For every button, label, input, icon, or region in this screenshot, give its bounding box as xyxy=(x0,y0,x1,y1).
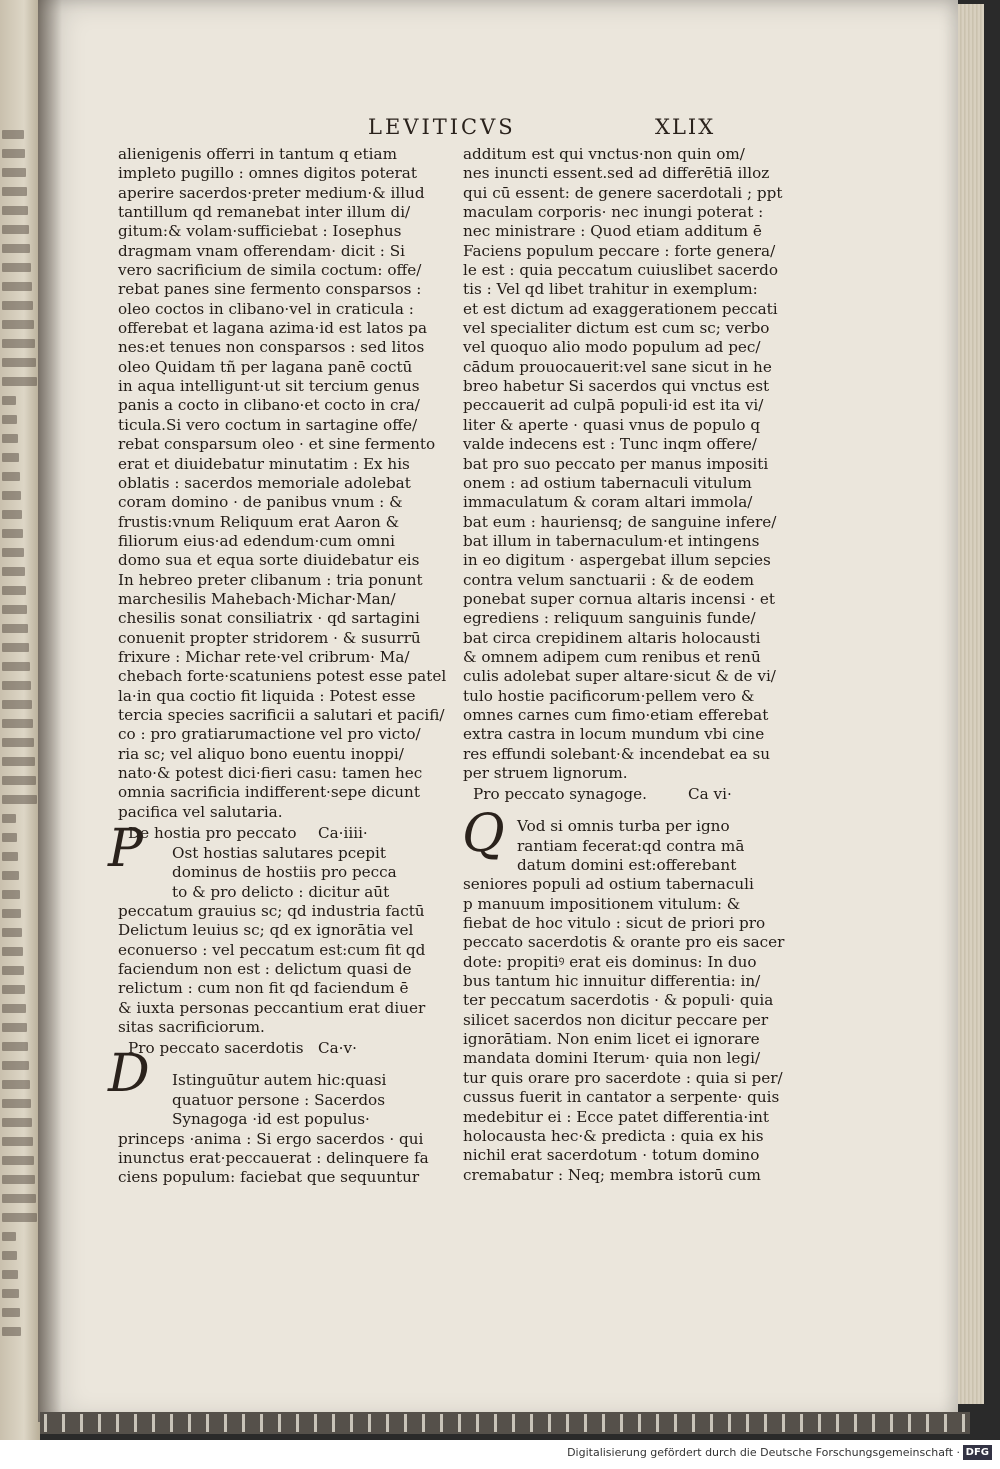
bleed-through-text xyxy=(2,1289,19,1298)
running-title: LEVITICVS xyxy=(368,115,516,139)
bleed-through-text xyxy=(2,1156,34,1165)
text-line: co : pro gratiarumactione vel pro victo/ xyxy=(118,725,421,744)
text-line: nec ministrare : Quod etiam additum ē xyxy=(463,222,762,241)
text-line: seniores populi ad ostium tabernaculi xyxy=(463,875,754,894)
ruler-tick xyxy=(818,1414,821,1432)
bleed-through-text xyxy=(2,415,17,424)
text-line: datum domini est:offerebant xyxy=(517,856,737,875)
ruler-tick xyxy=(836,1414,839,1432)
text-line: qui cū essent: de genere sacerdotali ; ppt xyxy=(463,183,783,202)
ruler-tick xyxy=(890,1414,893,1432)
ruler-tick xyxy=(728,1414,731,1432)
text-line: omnes carnes cum fimo·etiam efferebat xyxy=(463,705,769,724)
bleed-through-text xyxy=(2,472,20,481)
left-paragraph-3 xyxy=(118,1071,429,1187)
text-line: aperire sacerdos·preter medium·& illud xyxy=(118,183,425,202)
bleed-through-text xyxy=(2,1232,16,1241)
text-line: pacifica vel salutaria. xyxy=(118,802,283,821)
chapter-number: Ca vi· xyxy=(688,785,732,804)
ruler-tick xyxy=(332,1414,335,1432)
text-line: faciendum non est : delictum quasi de xyxy=(118,960,412,979)
bleed-through-text xyxy=(2,301,33,310)
left-paragraph-2 xyxy=(118,844,426,1037)
text-line: offerebat et lagana azima·id est latos pa xyxy=(118,319,428,338)
scan-ruler xyxy=(40,1412,970,1434)
bleed-through-text xyxy=(2,947,23,956)
text-line: contra velum sanctuarii : & de eodem xyxy=(463,570,755,589)
ruler-tick xyxy=(62,1414,65,1432)
ruler-tick xyxy=(134,1414,137,1432)
bleed-through-text xyxy=(2,890,20,899)
ruler-tick xyxy=(494,1414,497,1432)
ruler-tick xyxy=(44,1414,47,1432)
bleed-through-text xyxy=(2,263,31,272)
bleed-through-text xyxy=(2,510,22,519)
text-line: ter peccatum sacerdotis · & populi· quia xyxy=(463,991,774,1010)
bleed-through-text xyxy=(2,871,19,880)
bleed-through-text xyxy=(2,567,25,576)
text-line: Synagoga ·id est populus· xyxy=(172,1110,370,1129)
text-line: le est : quia peccatum cuiuslibet sacerdo xyxy=(463,261,779,280)
bleed-through-text xyxy=(2,795,37,804)
text-line: peccatum grauius sc; qd industria factū xyxy=(118,902,425,921)
bleed-through-text xyxy=(2,1175,35,1184)
bleed-through-text xyxy=(2,1270,18,1279)
text-line: omnia sacrificia indifferent·sepe dicunt xyxy=(118,783,420,802)
ruler-tick xyxy=(512,1414,515,1432)
bleed-through-text xyxy=(2,244,30,253)
ruler-tick xyxy=(422,1414,425,1432)
ruler-tick xyxy=(314,1414,317,1432)
bleed-through-text xyxy=(2,985,25,994)
text-line: fiebat de hoc vitulo : sicut de priori pro xyxy=(463,914,766,933)
chapter-number: Ca·iiii· xyxy=(318,824,368,843)
ruler-tick xyxy=(566,1414,569,1432)
bleed-through-text xyxy=(2,814,16,823)
text-line: valde indecens est : Tunc inqm offere/ xyxy=(463,435,757,454)
text-line: p manuum impositionem vitulum: & xyxy=(463,894,741,913)
text-line: gitum:& volam·sufficiebat : Iosephus xyxy=(118,222,402,241)
text-line: In hebreo preter clibanum : tria ponunt xyxy=(118,570,423,589)
text-line: la·in qua coctio fit liquida : Potest esse xyxy=(118,686,416,705)
bleed-through-text xyxy=(2,1099,31,1108)
ruler-tick xyxy=(620,1414,623,1432)
bleed-through-text xyxy=(2,833,17,842)
text-line: holocausta hec·& predicta : quia ex his xyxy=(463,1126,764,1145)
ruler-tick xyxy=(530,1414,533,1432)
text-line: panis a cocto in clibano·et cocto in cra/ xyxy=(118,396,420,415)
bleed-through-text xyxy=(2,282,32,291)
bleed-through-text xyxy=(2,396,16,405)
ruler-tick xyxy=(800,1414,803,1432)
ruler-tick xyxy=(692,1414,695,1432)
text-line: dragmam vnam offerendam· dicit : Si xyxy=(118,241,405,260)
ruler-tick xyxy=(926,1414,929,1432)
text-line: immaculatum & coram altari immola/ xyxy=(463,493,753,512)
chapter-heading-6 xyxy=(463,783,763,805)
bleed-through-text xyxy=(2,928,22,937)
text-line: dominus de hostiis pro pecca xyxy=(172,863,397,882)
text-line: mandata domini Iterum· quia non legi/ xyxy=(463,1049,761,1068)
ruler-tick xyxy=(476,1414,479,1432)
left-column xyxy=(118,145,447,1188)
text-line: tantillum qd remanebat inter illum di/ xyxy=(118,203,411,222)
text-line: bat illum in tabernaculum·et intingens xyxy=(463,531,760,550)
text-line: tulo hostie pacificorum·pellem vero & xyxy=(463,686,755,705)
bleed-through-text xyxy=(2,1061,29,1070)
text-line: vel quoquo alio modo populum ad pec/ xyxy=(463,338,761,357)
bleed-through-text xyxy=(2,187,27,196)
ruler-tick xyxy=(674,1414,677,1432)
bleed-through-text xyxy=(2,168,26,177)
text-line: dote: propitiꝰ erat eis dominus: In duo xyxy=(463,952,757,971)
text-line: vel specialiter dictum est cum sc; verbo xyxy=(463,319,770,338)
text-line: Ost hostias salutares pcepit xyxy=(172,844,386,863)
text-line: vero sacrificium de simila coctum: offe/ xyxy=(118,261,422,280)
ruler-tick xyxy=(116,1414,119,1432)
bleed-through-text xyxy=(2,225,29,234)
dfg-logo: DFG xyxy=(963,1445,992,1460)
chapter-heading-text: Pro peccato synagoge. xyxy=(473,785,647,804)
bleed-through-text xyxy=(2,700,32,709)
text-line: breo habetur Si sacerdos qui vnctus est xyxy=(463,377,770,396)
text-line: ria sc; vel aliquo bono euentu inoppi/ xyxy=(118,744,404,763)
ruler-tick xyxy=(584,1414,587,1432)
bleed-through-text xyxy=(2,529,23,538)
ruler-tick xyxy=(296,1414,299,1432)
text-line: frustis:vnum Reliquum erat Aaron & xyxy=(118,512,400,531)
bleed-through-text xyxy=(2,1042,28,1051)
bleed-through-text xyxy=(2,909,21,918)
ruler-tick xyxy=(206,1414,209,1432)
chapter-heading-text: De hostia pro peccato xyxy=(128,824,297,843)
text-line: bat eum : hauriensq; de sanguine infere/ xyxy=(463,512,777,531)
ruler-tick xyxy=(944,1414,947,1432)
text-line: nes:et tenues non consparsos : sed litos xyxy=(118,338,425,357)
text-line: princeps ·anima : Si ergo sacerdos · qui xyxy=(118,1129,424,1148)
ruler-tick xyxy=(80,1414,83,1432)
ruler-tick xyxy=(854,1414,857,1432)
text-line: chesilis sonat consiliatrix · qd sartagini xyxy=(118,609,420,628)
text-line: peccato sacerdotis & orante pro eis sacer xyxy=(463,933,785,952)
spine-shadow xyxy=(38,0,62,1422)
text-line: nes inuncti essent.sed ad differētiā illoz xyxy=(463,164,770,183)
ruler-tick xyxy=(368,1414,371,1432)
bleed-through-text xyxy=(2,1251,17,1260)
ruler-tick xyxy=(764,1414,767,1432)
ruler-tick xyxy=(962,1414,965,1432)
ruler-tick xyxy=(404,1414,407,1432)
bleed-through-text xyxy=(2,757,35,766)
bleed-through-text xyxy=(2,662,30,671)
text-line: coram domino · de panibus vnum : & xyxy=(118,493,403,512)
bleed-through-text xyxy=(2,1213,37,1222)
ruler-tick xyxy=(350,1414,353,1432)
text-line: quatuor persone : Sacerdos xyxy=(172,1090,385,1109)
text-line: impleto pugillo : omnes digitos poterat xyxy=(118,164,417,183)
text-line: rebat consparsum oleo · et sine fermento xyxy=(118,435,436,454)
text-line: res effundi solebant·& incendebat ea su xyxy=(463,744,771,763)
bleed-through-text xyxy=(2,643,29,652)
right-column xyxy=(463,145,785,1185)
folio-number: XLIX xyxy=(655,115,716,139)
ruler-tick xyxy=(98,1414,101,1432)
text-line: chebach forte·scatuniens potest esse patel xyxy=(118,667,447,686)
text-line: et est dictum ad exaggerationem peccati xyxy=(463,299,778,318)
text-line: per struem lignorum. xyxy=(463,764,628,782)
text-line: econuerso : vel peccatum est:cum fit qd xyxy=(118,940,426,959)
bleed-through-text xyxy=(2,1327,21,1336)
page-block-edge xyxy=(958,4,984,1404)
text-line: liter & aperte · quasi vnus de populo q xyxy=(463,415,761,434)
ruler-tick xyxy=(710,1414,713,1432)
text-line: marchesilis Mahebach·Michar·Man/ xyxy=(118,589,396,608)
text-line: onem : ad ostium tabernaculi vitulum xyxy=(463,473,752,492)
right-paragraph-1 xyxy=(463,145,783,783)
text-line: bat pro suo peccato per manus impositi xyxy=(463,454,769,473)
text-line: tur quis orare pro sacerdote : quia si per/ xyxy=(463,1068,783,1087)
text-line: relictum : cum non fit qd faciendum ē xyxy=(118,979,409,998)
text-line: & omnem adipem cum renibus et renū xyxy=(463,647,761,666)
bleed-through-text xyxy=(2,491,21,500)
text-line: ponebat super cornua altaris incensi · et xyxy=(463,589,776,608)
bleed-through-text xyxy=(2,966,24,975)
text-line: medebitur ei : Ecce patet differentia·int xyxy=(463,1107,769,1126)
text-line: oleo coctos in clibano·vel in craticula : xyxy=(118,299,414,318)
text-line: cremabatur : Neq; membra istorū cum xyxy=(463,1165,761,1184)
ruler-tick xyxy=(638,1414,641,1432)
text-line: nichil erat sacerdotum · totum domino xyxy=(463,1146,760,1165)
ruler-tick xyxy=(242,1414,245,1432)
text-line: & iuxta personas peccantium erat diuer xyxy=(118,998,426,1017)
bleed-through-text xyxy=(2,358,36,367)
bleed-through-text xyxy=(2,434,18,443)
text-line: oblatis : sacerdos memoriale adolebat xyxy=(118,473,411,492)
bleed-through-text xyxy=(2,1194,36,1203)
decorated-initial-d: D xyxy=(108,1044,150,1104)
text-line: culis adolebat super altare·sicut & de vi/ xyxy=(463,667,776,686)
chapter-heading-text: Pro peccato sacerdotis xyxy=(128,1039,304,1058)
text-line: egrediens : reliquum sanguinis funde/ xyxy=(463,609,756,628)
ruler-tick xyxy=(908,1414,911,1432)
left-paragraph-1 xyxy=(118,145,447,822)
text-line: maculam corporis· nec inungi poterat : xyxy=(463,203,764,222)
ruler-tick xyxy=(170,1414,173,1432)
text-line: silicet sacerdos non dicitur peccare per xyxy=(463,1010,769,1029)
bleed-through-text xyxy=(2,377,37,386)
text-line: in aqua intelligunt·ut sit tercium genus xyxy=(118,377,420,396)
text-line: rebat panes sine fermento consparsos : xyxy=(118,280,422,299)
bleed-through-text xyxy=(2,453,19,462)
bleed-through-text xyxy=(2,681,31,690)
text-line: additum est qui vnctus·non quin om/ xyxy=(463,145,745,163)
ruler-tick xyxy=(548,1414,551,1432)
bleed-through-text xyxy=(2,130,24,139)
bleed-through-text xyxy=(2,1080,30,1089)
text-line: cādum prouocauerit:vel sane sicut in he xyxy=(463,357,772,376)
chapter-number: Ca·v· xyxy=(318,1039,357,1058)
footer-bar xyxy=(0,1440,1000,1469)
ruler-tick xyxy=(152,1414,155,1432)
bleed-through-text xyxy=(2,1118,32,1127)
bleed-through-text xyxy=(2,624,28,633)
decorated-initial-p: P xyxy=(108,819,143,879)
bleed-through-text xyxy=(2,1023,27,1032)
chapter-heading-5 xyxy=(118,1037,386,1059)
text-line: conuenit propter stridorem · & susurrū xyxy=(118,628,421,647)
text-line: in eo digitum · aspergebat illum sepcies xyxy=(463,551,771,570)
bleed-through-text xyxy=(2,206,28,215)
bleed-through-text xyxy=(2,149,25,158)
text-line: tis : Vel qd libet trahitur in exemplum: xyxy=(463,280,758,299)
bleed-through-text xyxy=(2,586,26,595)
text-line: Vod si omnis turba per igno xyxy=(517,817,730,836)
text-line: nato·& potest dici·fieri casu: tamen hec xyxy=(118,764,423,782)
text-line: bat circa crepidinem altaris holocausti xyxy=(463,628,761,647)
bleed-through-text xyxy=(2,320,34,329)
text-line: ignorātiam. Non enim licet ei ignorare xyxy=(463,1030,760,1049)
ruler-tick xyxy=(386,1414,389,1432)
ruler-tick xyxy=(188,1414,191,1432)
bleed-through-text xyxy=(2,548,24,557)
bleed-through-text xyxy=(2,738,34,747)
text-line: bus tantum hic innuitur differentia: in/ xyxy=(463,972,761,991)
text-line: domo sua et equa sorte diuidebatur eis xyxy=(118,551,420,570)
text-line: ciens populum: faciebat que sequuntur xyxy=(118,1168,420,1187)
text-line: to & pro delicto : dicitur aūt xyxy=(172,882,390,901)
ruler-tick xyxy=(872,1414,875,1432)
ruler-tick xyxy=(224,1414,227,1432)
text-line: cussus fuerit in cantator a serpente· quis xyxy=(463,1088,780,1107)
ruler-tick xyxy=(458,1414,461,1432)
text-line: tercia species sacrificii a salutari et pacifi/ xyxy=(118,705,445,724)
bleed-through-text xyxy=(2,852,18,861)
text-line: Istinguūtur autem hic:quasi xyxy=(172,1071,387,1090)
text-line: ticula.Si vero coctum in sartagine offe/ xyxy=(118,415,418,434)
chapter-heading-4 xyxy=(118,822,386,844)
text-line: sitas sacrificiorum. xyxy=(118,1018,265,1037)
bleed-through-text xyxy=(2,1004,26,1013)
text-line: Faciens populum peccare : forte genera/ xyxy=(463,241,776,260)
bleed-through-text xyxy=(2,1137,33,1146)
ruler-tick xyxy=(440,1414,443,1432)
ruler-tick xyxy=(656,1414,659,1432)
ruler-tick xyxy=(782,1414,785,1432)
right-paragraph-2 xyxy=(463,817,785,1185)
text-line: alienigenis offerri in tantum q etiam xyxy=(118,145,397,163)
text-line: frixure : Michar rete·vel cribrum· Ma/ xyxy=(118,647,410,666)
text-line: Delictum leuius sc; qd ex ignorātia vel xyxy=(118,921,414,940)
funding-credit: Digitalisierung gefördert durch die Deutsche Forschungsgemeinschaft · xyxy=(567,1446,960,1459)
text-line: inunctus erat·peccauerat : delinquere fa xyxy=(118,1148,429,1167)
text-line: erat et diuidebatur minutatim : Ex his xyxy=(118,454,410,473)
bleed-through-text xyxy=(2,339,35,348)
text-line: filiorum eius·ad edendum·cum omni xyxy=(118,531,396,550)
text-line: peccauerit ad culpā populi·id est ita vi/ xyxy=(463,396,764,415)
text-line: oleo Quidam tñ per lagana panē coctū xyxy=(118,357,413,376)
bleed-through-text xyxy=(2,719,33,728)
ruler-tick xyxy=(746,1414,749,1432)
text-line: extra castra in locum mundum vbi cine xyxy=(463,725,765,744)
ruler-tick xyxy=(260,1414,263,1432)
bleed-through-text xyxy=(2,605,27,614)
previous-page-edge xyxy=(0,0,40,1440)
bleed-through-text xyxy=(2,776,36,785)
ruler-tick xyxy=(278,1414,281,1432)
ruler-tick xyxy=(602,1414,605,1432)
bleed-through-text xyxy=(2,1308,20,1317)
text-line: rantiam fecerat:qd contra mā xyxy=(517,836,745,855)
decorated-initial-q: Q xyxy=(462,804,505,864)
